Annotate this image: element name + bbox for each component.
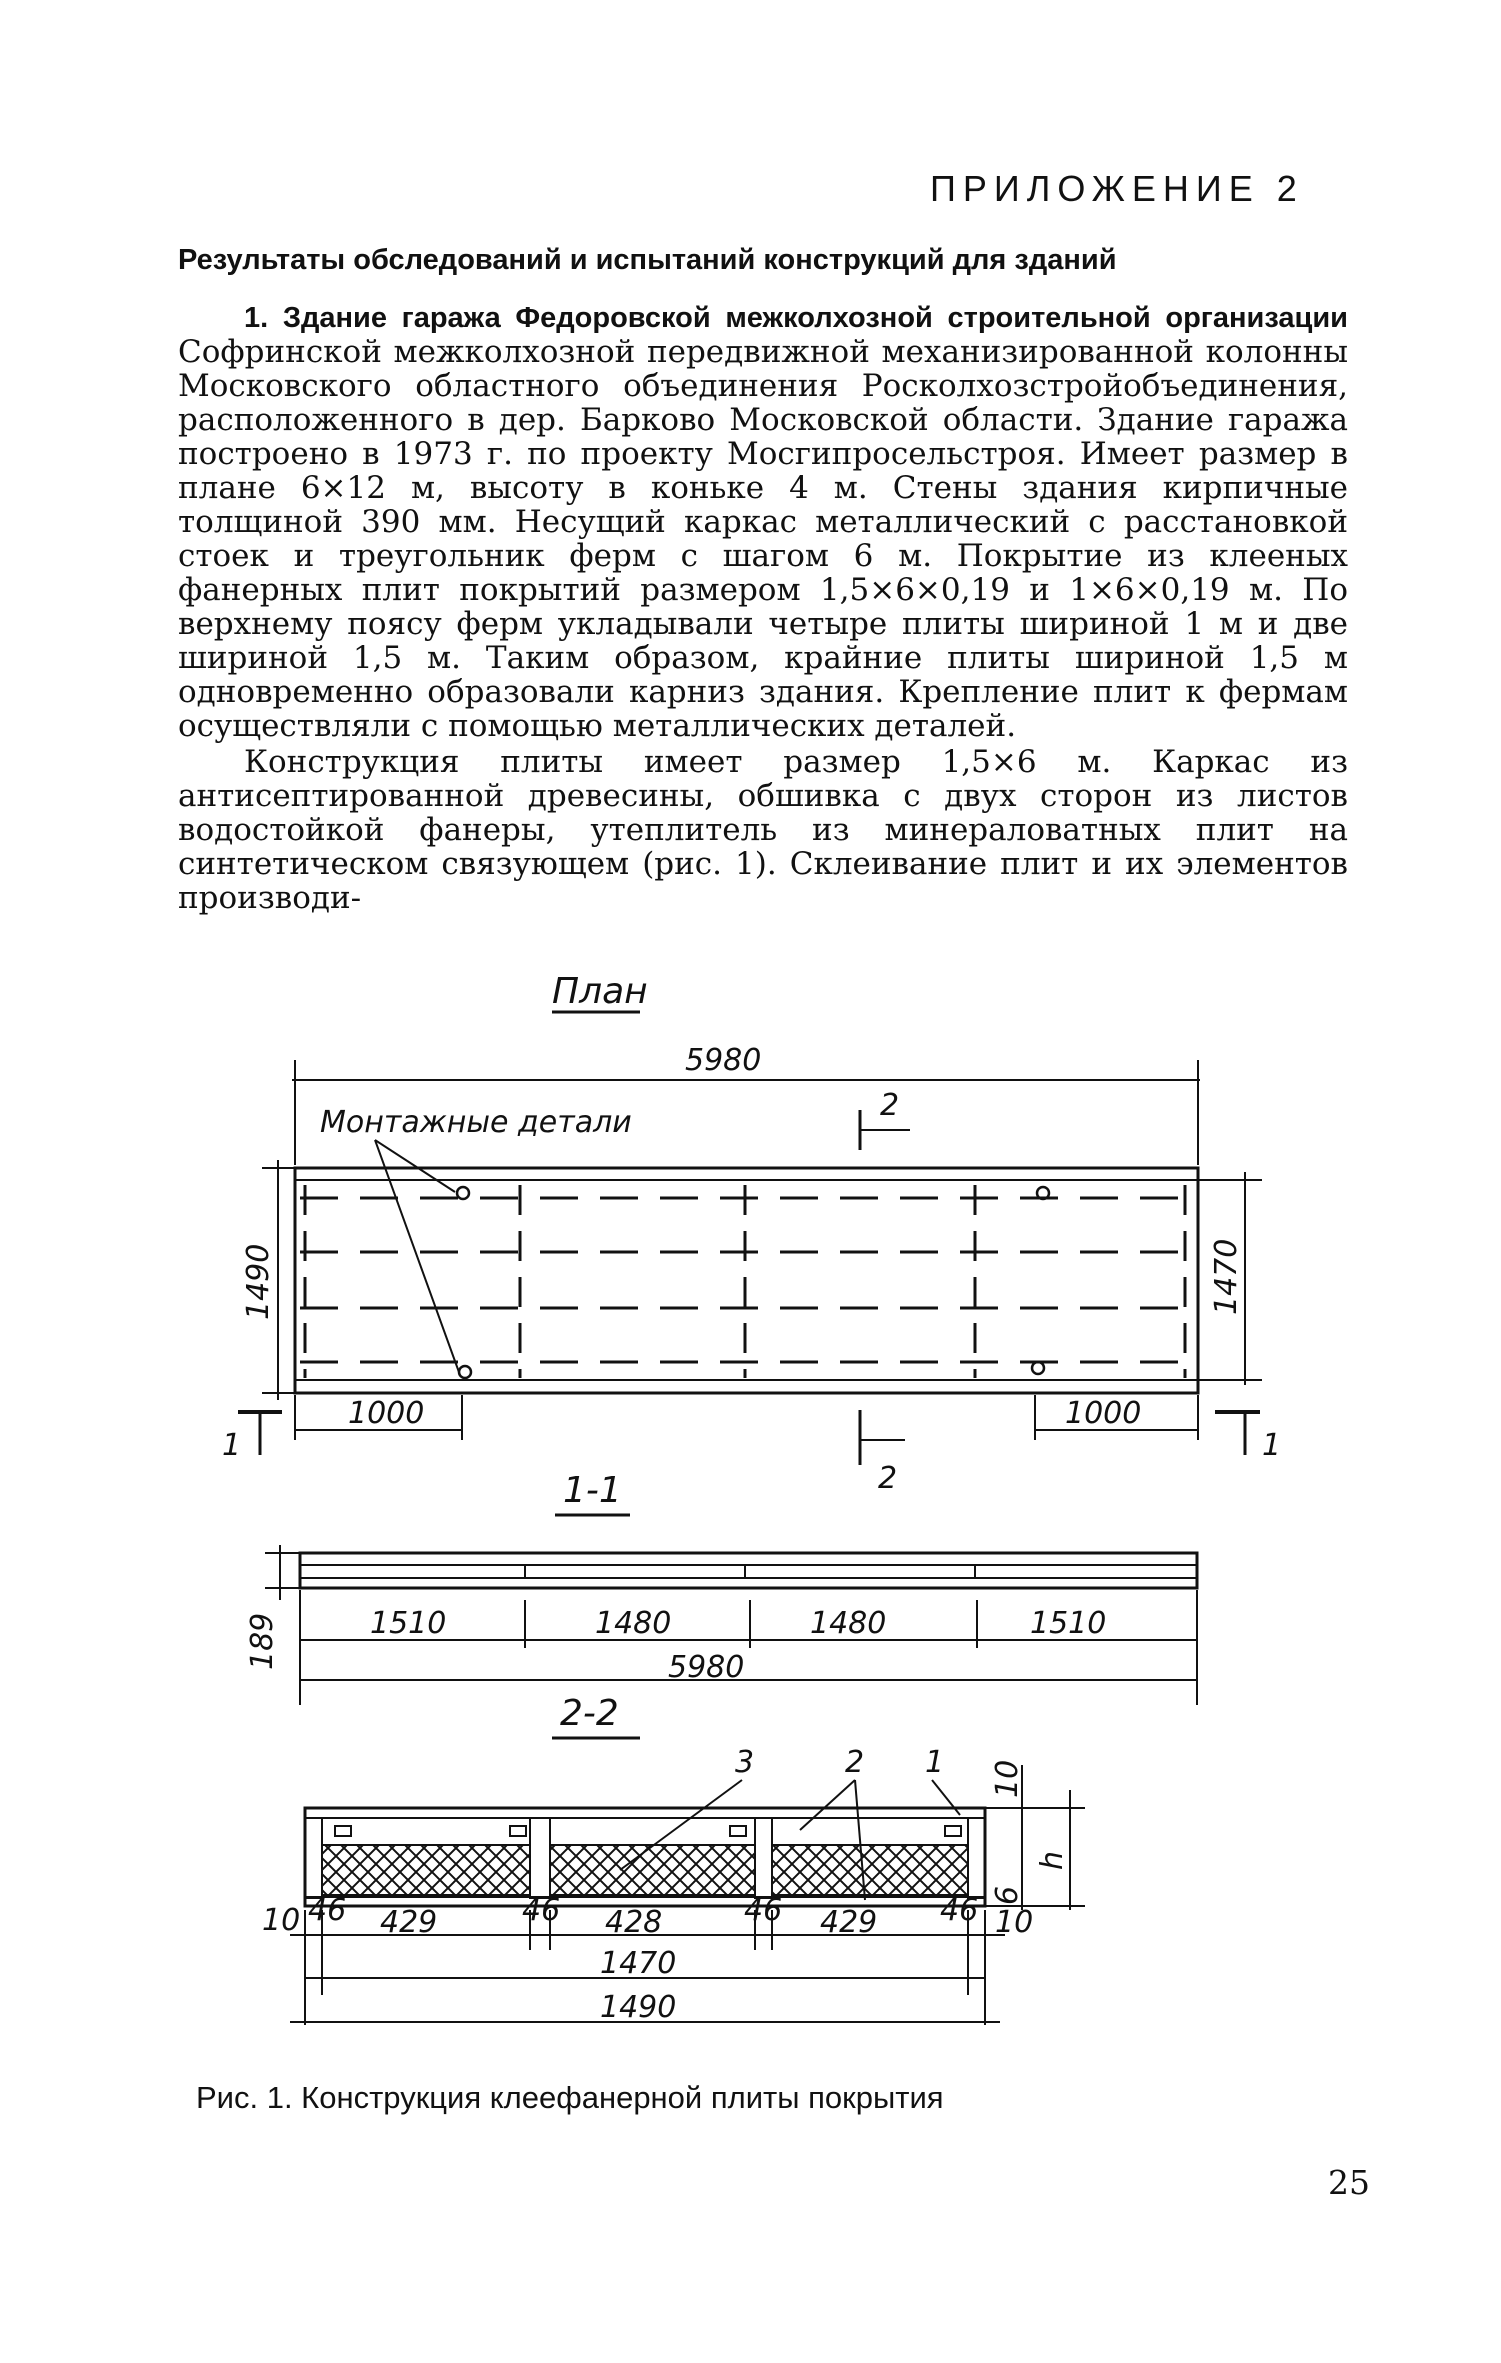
callout-1: 1	[925, 1745, 945, 1780]
plan-view	[222, 971, 1281, 1496]
paragraph-text: Конструкция плиты имеет размер 1,5×6 м. Каркас из антисептированной древесины, обшивка с двух сторон из листов водостойкой фанеры, утеплитель из минераловатных плит на синтетическом связующем (рис. 1). Склеивание плит и их элементов производи-	[178, 744, 1348, 916]
plan-title: План	[552, 971, 648, 1012]
section-mark-bottom: 2	[878, 1461, 898, 1496]
section-heading: Результаты обследований и испытаний конструкций для зданий	[178, 244, 1117, 276]
top-dim-6: 6	[990, 1885, 1025, 1905]
callout-2: 2	[845, 1745, 865, 1780]
bottom-dim: 46	[940, 1893, 979, 1928]
paragraph-lead: 1. Здание гаража Федоровской межколхозной строительной организации	[244, 302, 1348, 334]
figure-caption: Рис. 1. Конструкция клеефанерной плиты покрытия	[196, 2080, 944, 2115]
bottom-dim: 428	[605, 1905, 663, 1940]
section-2-2-inner-dim: 1470	[600, 1946, 677, 1981]
section-mark-top: 2	[880, 1088, 900, 1123]
plan-edge-right-dim: 1000	[1065, 1396, 1142, 1431]
paragraph-text: Софринской межколхозной передвижной механизированной колонны Московского областного объединения Росколхозстройобъединения, расположенного в дер. Барково Московской области. Здание гаража построено в 1973 г. по проекту Мосгипросельстроя. Имеет размер в плане 6×12 м, высоту в коньке 4 м. Стены здания кирпичные толщиной 390 мм. Несущий каркас металлический с расстановкой стоек и треугольник ферм с шагом 6 м. Покрытие из клееных фанерных плит покрытий размером 1,5×6×0,19 и 1×6×0,19 м. По верхнему поясу ферм укладывали четыре плиты шириной 1 м и две шириной 1,5 м. Таким образом, крайние плиты шириной 1,5 м одновременно образовали карниз здания. Крепление плит к фермам осуществляли с помощью металлических деталей.	[178, 334, 1348, 744]
span-dim: 1510	[370, 1606, 447, 1641]
bottom-dim: 10	[262, 1903, 301, 1938]
section-1-1-title: 1-1	[563, 1470, 622, 1511]
cut-mark-left: 1	[222, 1428, 242, 1463]
page-number: 25	[1328, 2163, 1370, 2202]
cut-mark-right: 1	[1262, 1428, 1282, 1463]
plan-width-left-dim: 1490	[241, 1243, 276, 1320]
mounting-details-label: Монтажные детали	[320, 1105, 632, 1140]
plan-width-right-dim: 1470	[1209, 1238, 1244, 1315]
section-1-1	[245, 1470, 1197, 1705]
section-1-1-overall-dim: 5980	[668, 1650, 745, 1685]
section-2-2	[262, 1693, 1085, 2025]
bottom-dim: 429	[380, 1905, 438, 1940]
dim-h: h	[1035, 1850, 1070, 1870]
span-dim: 1510	[1030, 1606, 1107, 1641]
appendix-label: ПРИЛОЖЕНИЕ 2	[930, 168, 1304, 209]
bottom-dim: 429	[820, 1905, 878, 1940]
section-2-2-overall-dim: 1490	[600, 1990, 677, 2025]
plan-length-dim: 5980	[685, 1043, 762, 1078]
plan-edge-left-dim: 1000	[348, 1396, 425, 1431]
top-dim-10: 10	[990, 1759, 1025, 1798]
section-1-1-height-dim: 189	[245, 1612, 280, 1670]
bottom-dim: 10	[995, 1905, 1034, 1940]
bottom-dim: 46	[744, 1893, 783, 1928]
bottom-dim: 46	[308, 1893, 347, 1928]
span-dim: 1480	[595, 1606, 672, 1641]
span-dim: 1480	[810, 1606, 887, 1641]
bottom-dim: 46	[522, 1893, 561, 1928]
section-2-2-title: 2-2	[560, 1693, 619, 1734]
callout-3: 3	[735, 1745, 755, 1780]
